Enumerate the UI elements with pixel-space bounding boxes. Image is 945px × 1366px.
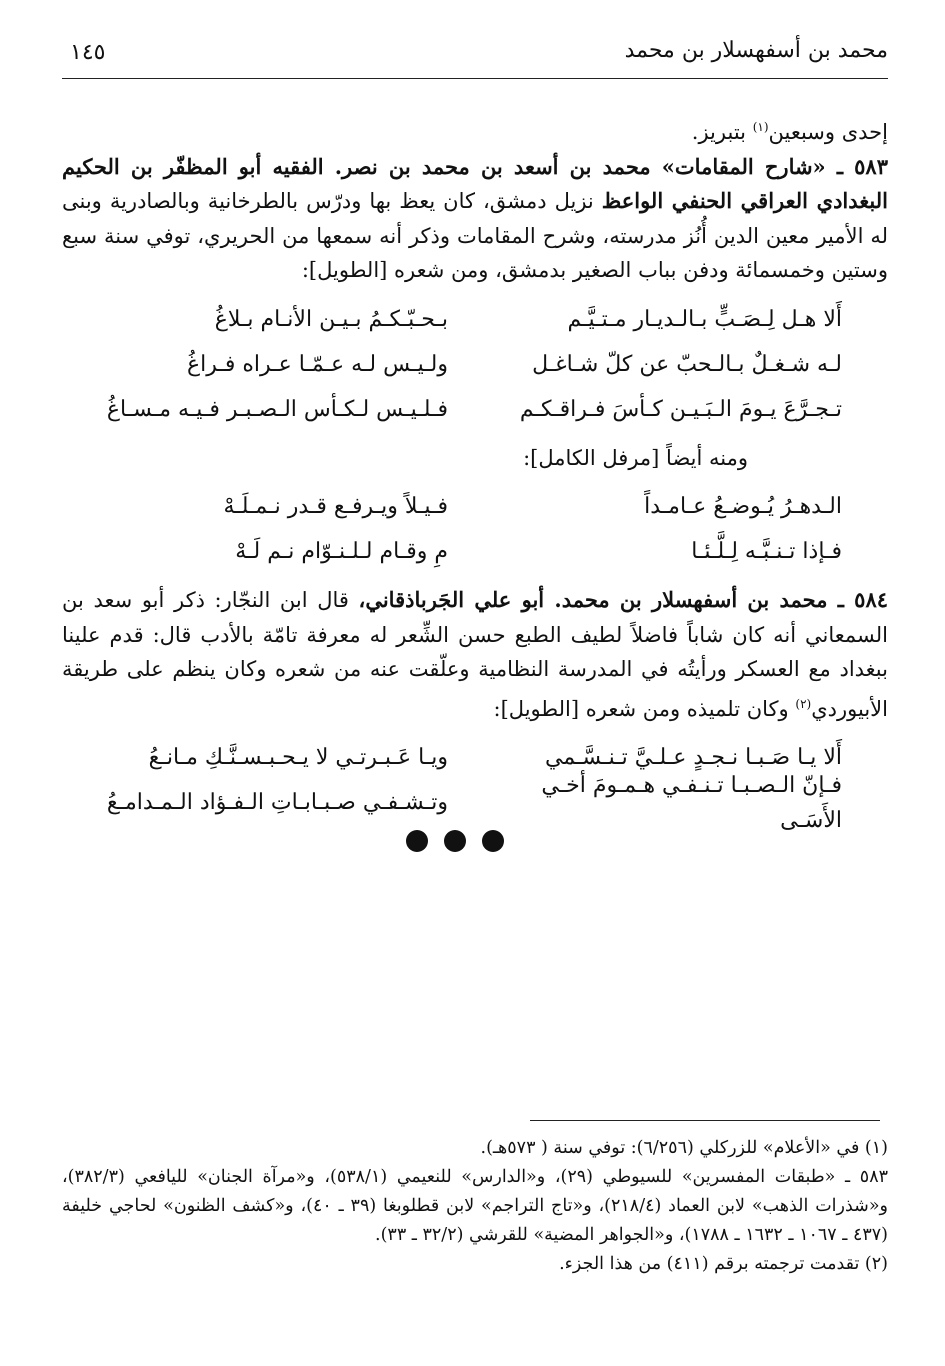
verse-first-hemistich: أَلا هـل لِـصَـبٍّ بـالـديـار مـتـيَّـم bbox=[567, 306, 842, 332]
verse-line bbox=[62, 298, 888, 343]
page-number: ١٤٥ bbox=[70, 40, 106, 65]
entry-583-heading: ٥٨٣ ـ «شارح المقامات» محمد بن أسعد بن محمد بن نصر. الفقيه أبو المظفّر بن الحكيم البغدادي العراقي الحنفي الواعظ bbox=[62, 153, 888, 213]
verse-line bbox=[62, 343, 888, 388]
entry-583-text: نزيل دمشق، كان يعظ بها ودرّس بالطرخانية وبالصادرية وبنى له الأمير معين الدين أُنُز مدرسته، وشرح المقامات وذكر أنه سمعها من الحريري، توفي سنة سبع وستين وخمسمائة ودفن بباب الصغير بدمشق، ومن شعره [الطويل]: bbox=[62, 189, 888, 282]
verse-first-hemistich: فـإذا تـنـبَّـه لِـلَّـئـا bbox=[691, 539, 842, 565]
intro-line: إحدى وسبعين$^{(١)}$ بتبريز. bbox=[691, 120, 888, 144]
footnote-ref-1[interactable]: (١) bbox=[752, 120, 769, 134]
verse-line bbox=[62, 530, 888, 575]
footnote-divider bbox=[530, 1120, 880, 1121]
verse-second-hemistich: وتـشـفـي صـبـابـاتِ الـفـؤاد الـمـدامـعُ bbox=[106, 790, 448, 816]
footnote-1: (١) في «الأعلام» للزركلي (٦/٢٥٦): توفي سنة ( ٥٧٣هـ). bbox=[480, 1138, 888, 1158]
meter-label: ومنه أيضاً [مرفل الكامل]: bbox=[523, 445, 748, 470]
footnotes bbox=[62, 1134, 888, 1279]
poem-583-1 bbox=[62, 298, 888, 433]
footnote-2: (٢) تقدمت ترجمته برقم (٤١١) من هذا الجزء. bbox=[559, 1254, 888, 1274]
footnote-583-sources: ٥٨٣ ـ «طبقات المفسرين» للسيوطي (٢٩)، و«الدارس» للنعيمي (٥٣٨/١)، و«مرآة الجنان» لليافعي (٣٨٢/٣)، و«شذرات الذهب» لابن العماد (٢١٨/٤)، و«تاج التراجم» لابن قطلوبغا (٣٩ ـ ٤٠)، و«كشف الظنون» لحاجي خليفة (٤٣٧ ـ ١٠٦٧ ـ ١٦٣٢ ـ ١٧٨٨)، و«الجواهر المضية» للقرشي (٣٢/٢ ـ ٣٣). bbox=[62, 1167, 888, 1245]
entry-584-heading: ٥٨٤ ـ محمد بن أسفهسلار بن محمد. أبو علي الجَرباذقاني، bbox=[358, 587, 889, 612]
ornament-dot bbox=[406, 830, 428, 852]
verse-line bbox=[62, 388, 888, 433]
page-header bbox=[62, 38, 888, 79]
verse-line bbox=[62, 773, 888, 833]
verse-first-hemistich: أَلا يـا صَـبـا نـجـدٍ عـلـيَّ تـنـسَّـمي bbox=[545, 745, 842, 771]
running-head: محمد بن أسفهسلار بن محمد bbox=[624, 38, 888, 63]
verse-first-hemistich: فـإنّ الـصـبـا تـنـفـي هـمـومَ أخـي الأَسَـى bbox=[541, 773, 842, 833]
verse-second-hemistich: بـحـبّـكـمُ بـيـن الأنـام بـلاغُ bbox=[214, 306, 448, 332]
verse-second-hemistich: مِ وقـام لـلـنـوّام نـم لَـهْ bbox=[235, 539, 448, 565]
verse-first-hemistich: لـه شـغـلٌ بـالـحبّ عن كلّ شـاغـل bbox=[532, 351, 842, 377]
poem-584 bbox=[62, 736, 888, 833]
entry-583 bbox=[62, 150, 888, 288]
verse-second-hemistich: ولـيـس لـه عـمّـا عـراه فـراغُ bbox=[187, 351, 448, 377]
section-end-ornament bbox=[406, 830, 504, 852]
verse-second-hemistich: ويـا عَـبـرتـي لا يـحـبـسـنَّـكِ مـانـعُ bbox=[148, 745, 448, 771]
verse-second-hemistich: فـيـلاً ويـرفـع قـدر نـمـلَـهْ bbox=[223, 494, 448, 520]
entry-584: ٥٨٤ ـ محمد بن أسفهسلار بن محمد. أبو علي الجَرباذقاني، قال ابن النجّار: ذكر أبو سعد بن السمعاني أنه كان شاباً فاضلاً لطيف الطبع حسن الشِّعر له معرفة تامّة بالأدب قال: قدم علينا ببغداد مع العسكر ورأيتُه في المدرسة النظامية وعلّقت عنه من شعره وكان ينظم على طريقة الأبيوردي$^{(٢)}$ وكان تلميذه ومن شعره [الطويل]: bbox=[62, 587, 889, 721]
ornament-dot bbox=[482, 830, 504, 852]
verse-second-hemistich: فـلـيـس لـكـأس الـصـبـر فـيـه مـسـاغُ bbox=[106, 396, 448, 422]
verse-first-hemistich: الـدهـرُ يُـوضـعُ عـامـداً bbox=[644, 494, 842, 520]
verse-line bbox=[62, 485, 888, 530]
ornament-dot bbox=[444, 830, 466, 852]
main-text bbox=[62, 110, 888, 834]
poem-583-2 bbox=[62, 485, 888, 575]
verse-first-hemistich: تـجـرَّعَ يـومَ الـبَـيـن كـأسَ فـراقـكـم bbox=[519, 396, 842, 422]
footnote-ref-2[interactable]: (٢) bbox=[795, 696, 812, 711]
